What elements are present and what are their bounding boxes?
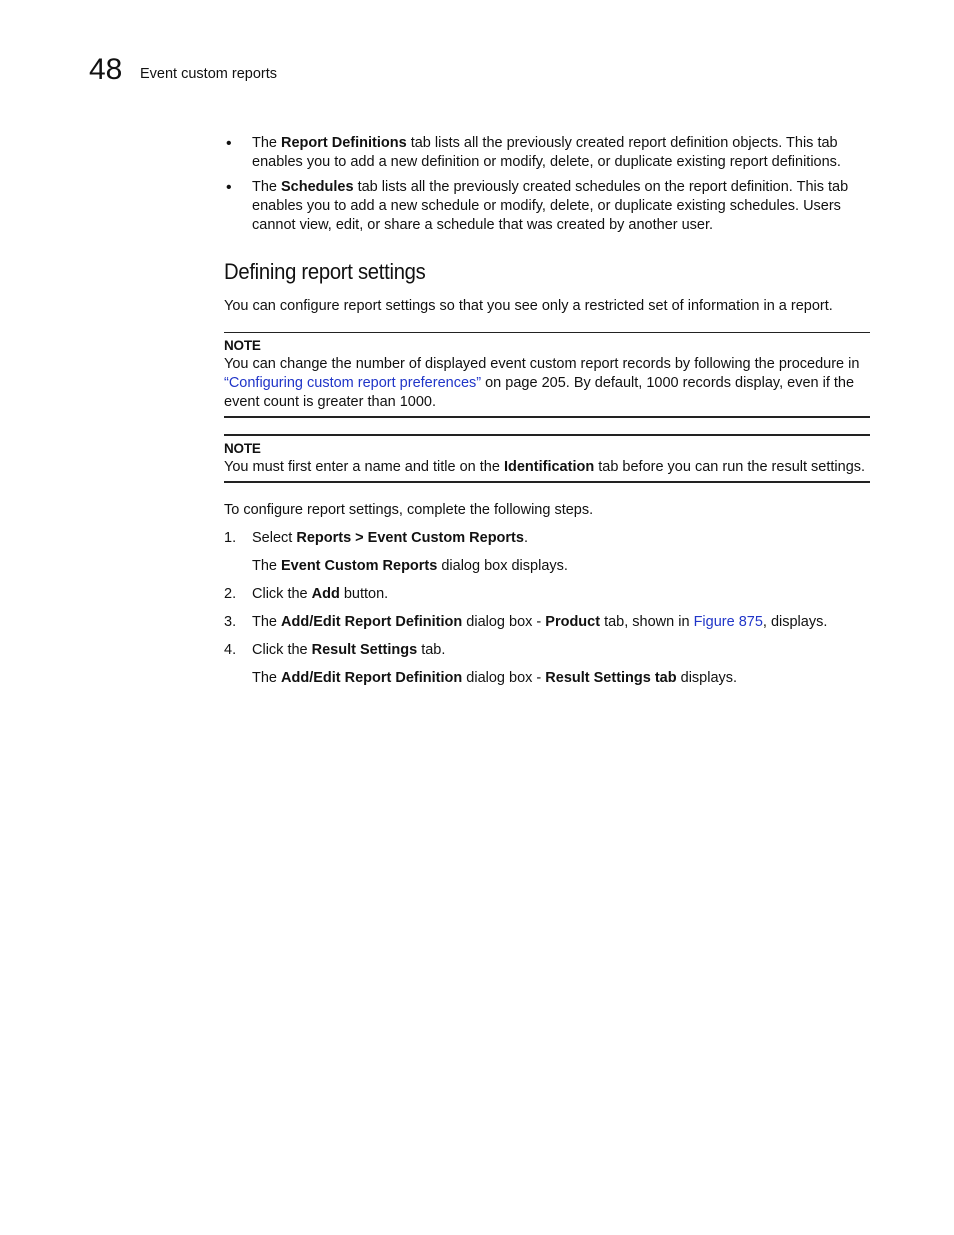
ui-term: Schedules: [281, 179, 354, 195]
text: tab lists all the previously created report definition objects. This tab enables you to add a new definition or modify, delete, or duplicate existing report definitions.: [252, 135, 841, 170]
ui-term: Event Custom Reports: [281, 558, 438, 574]
text: tab lists all the previously created schedules on the report definition. This tab enables you to add a new schedule or modify, delete, or duplicate existing schedules. Users cannot view, edit, or share a schedule that was created by another user.: [252, 179, 849, 233]
text: , displays.: [762, 614, 828, 630]
steps-intro: To configure report settings, complete the following steps.: [224, 502, 594, 518]
text: tab.: [417, 642, 446, 658]
note-label: NOTE: [224, 441, 261, 456]
text: Select: [252, 530, 297, 546]
tab-description-list: [224, 134, 870, 235]
step-item: [224, 529, 870, 576]
text: tab before you can run the result settings.: [594, 459, 866, 475]
section-intro: You can configure report settings so that you see only a restricted set of information in a report.: [224, 298, 833, 314]
ui-term: Product: [545, 614, 601, 630]
text: The: [252, 614, 282, 630]
step-result: [252, 669, 870, 688]
step-item: [224, 585, 870, 604]
text: dialog box -: [462, 614, 546, 630]
note-label: NOTE: [224, 338, 261, 353]
page-content: [224, 134, 870, 688]
ui-term: Result Settings tab: [545, 670, 677, 686]
list-item: [224, 178, 870, 235]
note-box: [224, 332, 870, 418]
text: The: [252, 558, 282, 574]
text: .: [523, 530, 528, 546]
ui-term: Add/Edit Report Definition: [281, 670, 463, 686]
preferences-link[interactable]: “Configuring custom report preferences”: [224, 375, 482, 391]
text: button.: [339, 586, 389, 602]
text: dialog box displays.: [437, 558, 568, 574]
step-number: 1.: [224, 530, 237, 546]
note-box: [224, 434, 870, 483]
text: The: [252, 179, 282, 195]
step-number: 3.: [224, 614, 237, 630]
chapter-number: 48: [89, 53, 123, 86]
text: You must first enter a name and title on the: [224, 459, 504, 475]
step-number: 2.: [224, 586, 237, 602]
figure-link[interactable]: Figure 875: [693, 614, 763, 630]
ui-term: Add/Edit Report Definition: [281, 614, 463, 630]
step-item: [224, 613, 870, 632]
chapter-title: Event custom reports: [140, 66, 277, 82]
ui-term: Add: [311, 586, 340, 602]
text: tab, shown in: [600, 614, 694, 630]
text: The: [252, 670, 282, 686]
text: The: [252, 135, 282, 151]
note-text: [224, 355, 870, 412]
ui-term: Reports > Event Custom Reports: [296, 530, 524, 546]
step-number: 4.: [224, 642, 237, 658]
step-item: [224, 641, 870, 688]
text: dialog box -: [462, 670, 546, 686]
text: You can change the number of displayed event custom report records by following the procedure in: [224, 356, 860, 372]
text: displays.: [676, 670, 738, 686]
section-heading: Defining report settings: [224, 259, 426, 284]
ui-term: Result Settings: [311, 642, 418, 658]
text: Click the: [252, 642, 312, 658]
step-result: [252, 557, 870, 576]
text: Click the: [252, 586, 312, 602]
ui-term: Identification: [503, 459, 595, 475]
note-text: [224, 458, 870, 477]
text: on page 205. By default, 1000 records display, even if the event count is greater than 1000.: [224, 375, 855, 410]
ui-term: Report Definitions: [281, 135, 407, 151]
list-item: [224, 134, 870, 172]
steps-list: [224, 529, 870, 688]
